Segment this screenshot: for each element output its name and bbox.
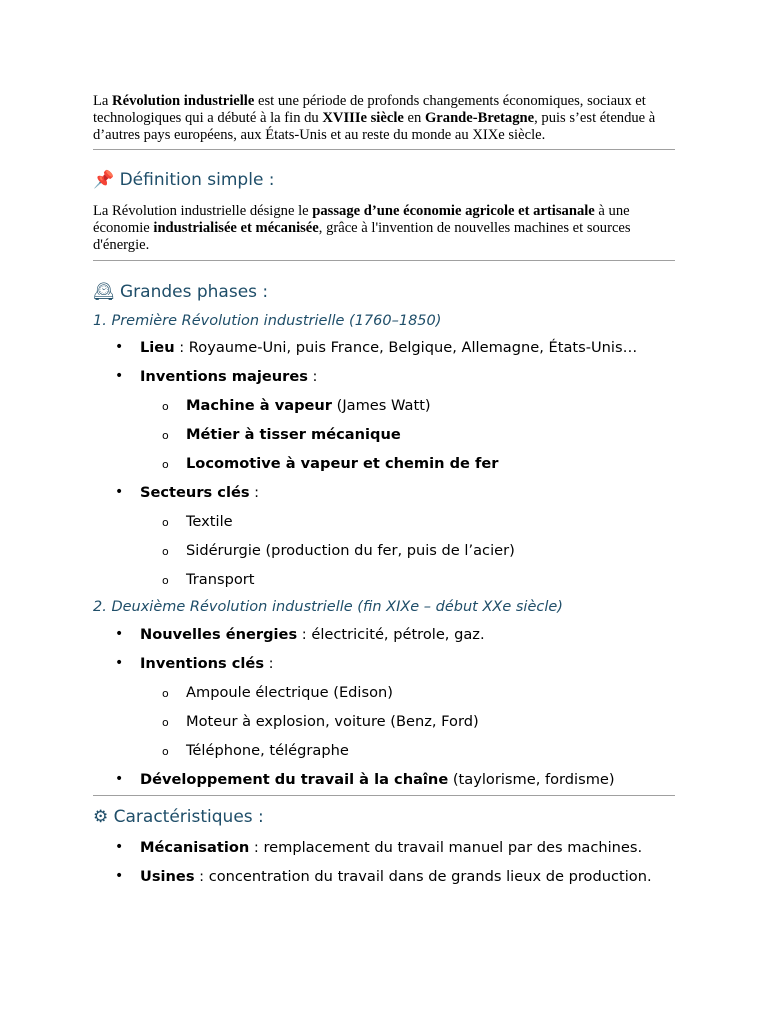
intro-text-2: est une période de profonds changements économiques, sociaux et technologiques qui a débuté à la fin du: [93, 93, 646, 126]
list-item-mechanisation: [93, 839, 675, 856]
first-revolution-list: [93, 339, 675, 588]
list-item: [93, 455, 675, 472]
bullet: •: [115, 654, 124, 671]
characteristics-heading: ⚙ Caractéristiques :: [93, 806, 264, 827]
sub-bullet: o: [162, 744, 169, 758]
phases-heading: 🕰 Grandes phases :: [93, 281, 269, 302]
second-revolution-title: 2. Deuxième Révolution industrielle (fin XIXe – début XXe siècle): [93, 598, 563, 615]
chain-work-label: Développement du travail à la chaîne: [140, 770, 449, 788]
bullet: •: [115, 838, 124, 855]
first-revolution-title: 1. Première Révolution industrielle (1760–1850): [93, 312, 442, 329]
intro-bold-century: XVIIIe siècle: [322, 109, 404, 126]
list-item: [93, 426, 675, 443]
invention-engine: Moteur à explosion, voiture (Benz, Ford): [186, 712, 479, 730]
chain-work-text: (taylorisme, fordisme): [448, 770, 615, 788]
characteristics-list: [93, 839, 675, 885]
list-item: [93, 713, 675, 730]
divider: [93, 149, 675, 150]
list-item-sectors: [93, 484, 675, 588]
invention-steam-engine-note: (James Watt): [332, 396, 431, 414]
list-item-lieu: [93, 339, 675, 356]
bullet: •: [115, 483, 124, 500]
bullet: •: [115, 625, 124, 642]
sub-bullet: o: [162, 515, 169, 529]
definition-text-2: à une économie: [93, 203, 630, 237]
list-item: [93, 397, 675, 414]
invention-loom: Métier à tisser mécanique: [186, 425, 401, 443]
factories-label: Usines: [140, 867, 195, 885]
definition-heading: 📌 Définition simple :: [93, 170, 275, 191]
list-item: [93, 542, 675, 559]
list-item-inventions: [93, 655, 675, 759]
sub-bullet: o: [162, 715, 169, 729]
list-item: [93, 513, 675, 530]
definition-text-1: La Révolution industrielle désigne le: [93, 203, 313, 220]
sectors-sublist: [140, 513, 675, 588]
inventions-suffix: :: [264, 654, 274, 672]
bullet: •: [115, 770, 124, 787]
sub-bullet: o: [162, 428, 169, 442]
mechanisation-label: Mécanisation: [140, 838, 250, 856]
lieu-text: : Royaume-Uni, puis France, Belgique, Allemagne, États-Unis…: [174, 338, 638, 356]
lieu-label: Lieu: [140, 338, 175, 356]
invention-locomotive: Locomotive à vapeur et chemin de fer: [186, 454, 499, 472]
definition-paragraph: [93, 203, 675, 253]
sectors-suffix: :: [249, 483, 260, 501]
bullet: •: [115, 367, 124, 384]
inventions-label: Inventions majeures: [140, 367, 308, 385]
inventions-label: Inventions clés: [140, 654, 265, 672]
intro-bold-country: Grande-Bretagne: [424, 109, 535, 126]
sub-bullet: o: [162, 399, 169, 413]
sub-bullet: o: [162, 686, 169, 700]
list-item: [93, 571, 675, 588]
energies-text: : électricité, pétrole, gaz.: [297, 625, 485, 643]
mechanisation-text: : remplacement du travail manuel par des machines.: [249, 838, 643, 856]
inventions-suffix: :: [307, 367, 318, 385]
sub-bullet: o: [162, 457, 169, 471]
inventions-sublist: [140, 684, 675, 759]
invention-bulb: Ampoule électrique (Edison): [186, 683, 393, 701]
sector-textile: Textile: [186, 512, 233, 530]
sub-bullet: o: [162, 573, 169, 587]
intro-text-1: La: [93, 93, 113, 109]
intro-text-3: en: [403, 109, 425, 126]
list-item-factories: [93, 868, 675, 885]
definition-bold-2: industrialisée et mécanisée: [153, 220, 319, 237]
intro-text-4: , puis s’est étendue à d’autres pays européens, aux États-Unis et au reste du monde au XIXe siècle.: [93, 109, 656, 143]
list-item-chain-work: [93, 771, 675, 788]
bullet: •: [115, 338, 124, 355]
document-page: [93, 93, 675, 885]
bullet: •: [115, 867, 124, 884]
second-revolution-list: [93, 626, 675, 788]
list-item: [93, 742, 675, 759]
intro-bold-revolution: Révolution industrielle: [112, 93, 255, 109]
list-item-inventions: [93, 368, 675, 472]
definition-text-3: , grâce à l'invention de nouvelles machines et sources d'énergie.: [93, 220, 631, 253]
definition-bold-1: passage d’une économie agricole et artisanale: [312, 203, 595, 220]
sub-bullet: o: [162, 544, 169, 558]
invention-steam-engine: Machine à vapeur: [186, 396, 333, 414]
invention-telephone: Téléphone, télégraphe: [186, 741, 349, 759]
divider: [93, 795, 675, 796]
energies-label: Nouvelles énergies: [140, 625, 298, 643]
intro-paragraph: [93, 93, 675, 143]
sectors-label: Secteurs clés: [140, 483, 250, 501]
inventions-sublist: [140, 397, 675, 472]
divider: [93, 260, 675, 261]
list-item: [93, 684, 675, 701]
list-item-energies: [93, 626, 675, 643]
sector-transport: Transport: [186, 570, 255, 588]
sector-steel: Sidérurgie (production du fer, puis de l’acier): [186, 541, 515, 559]
factories-text: : concentration du travail dans de grands lieux de production.: [194, 867, 652, 885]
